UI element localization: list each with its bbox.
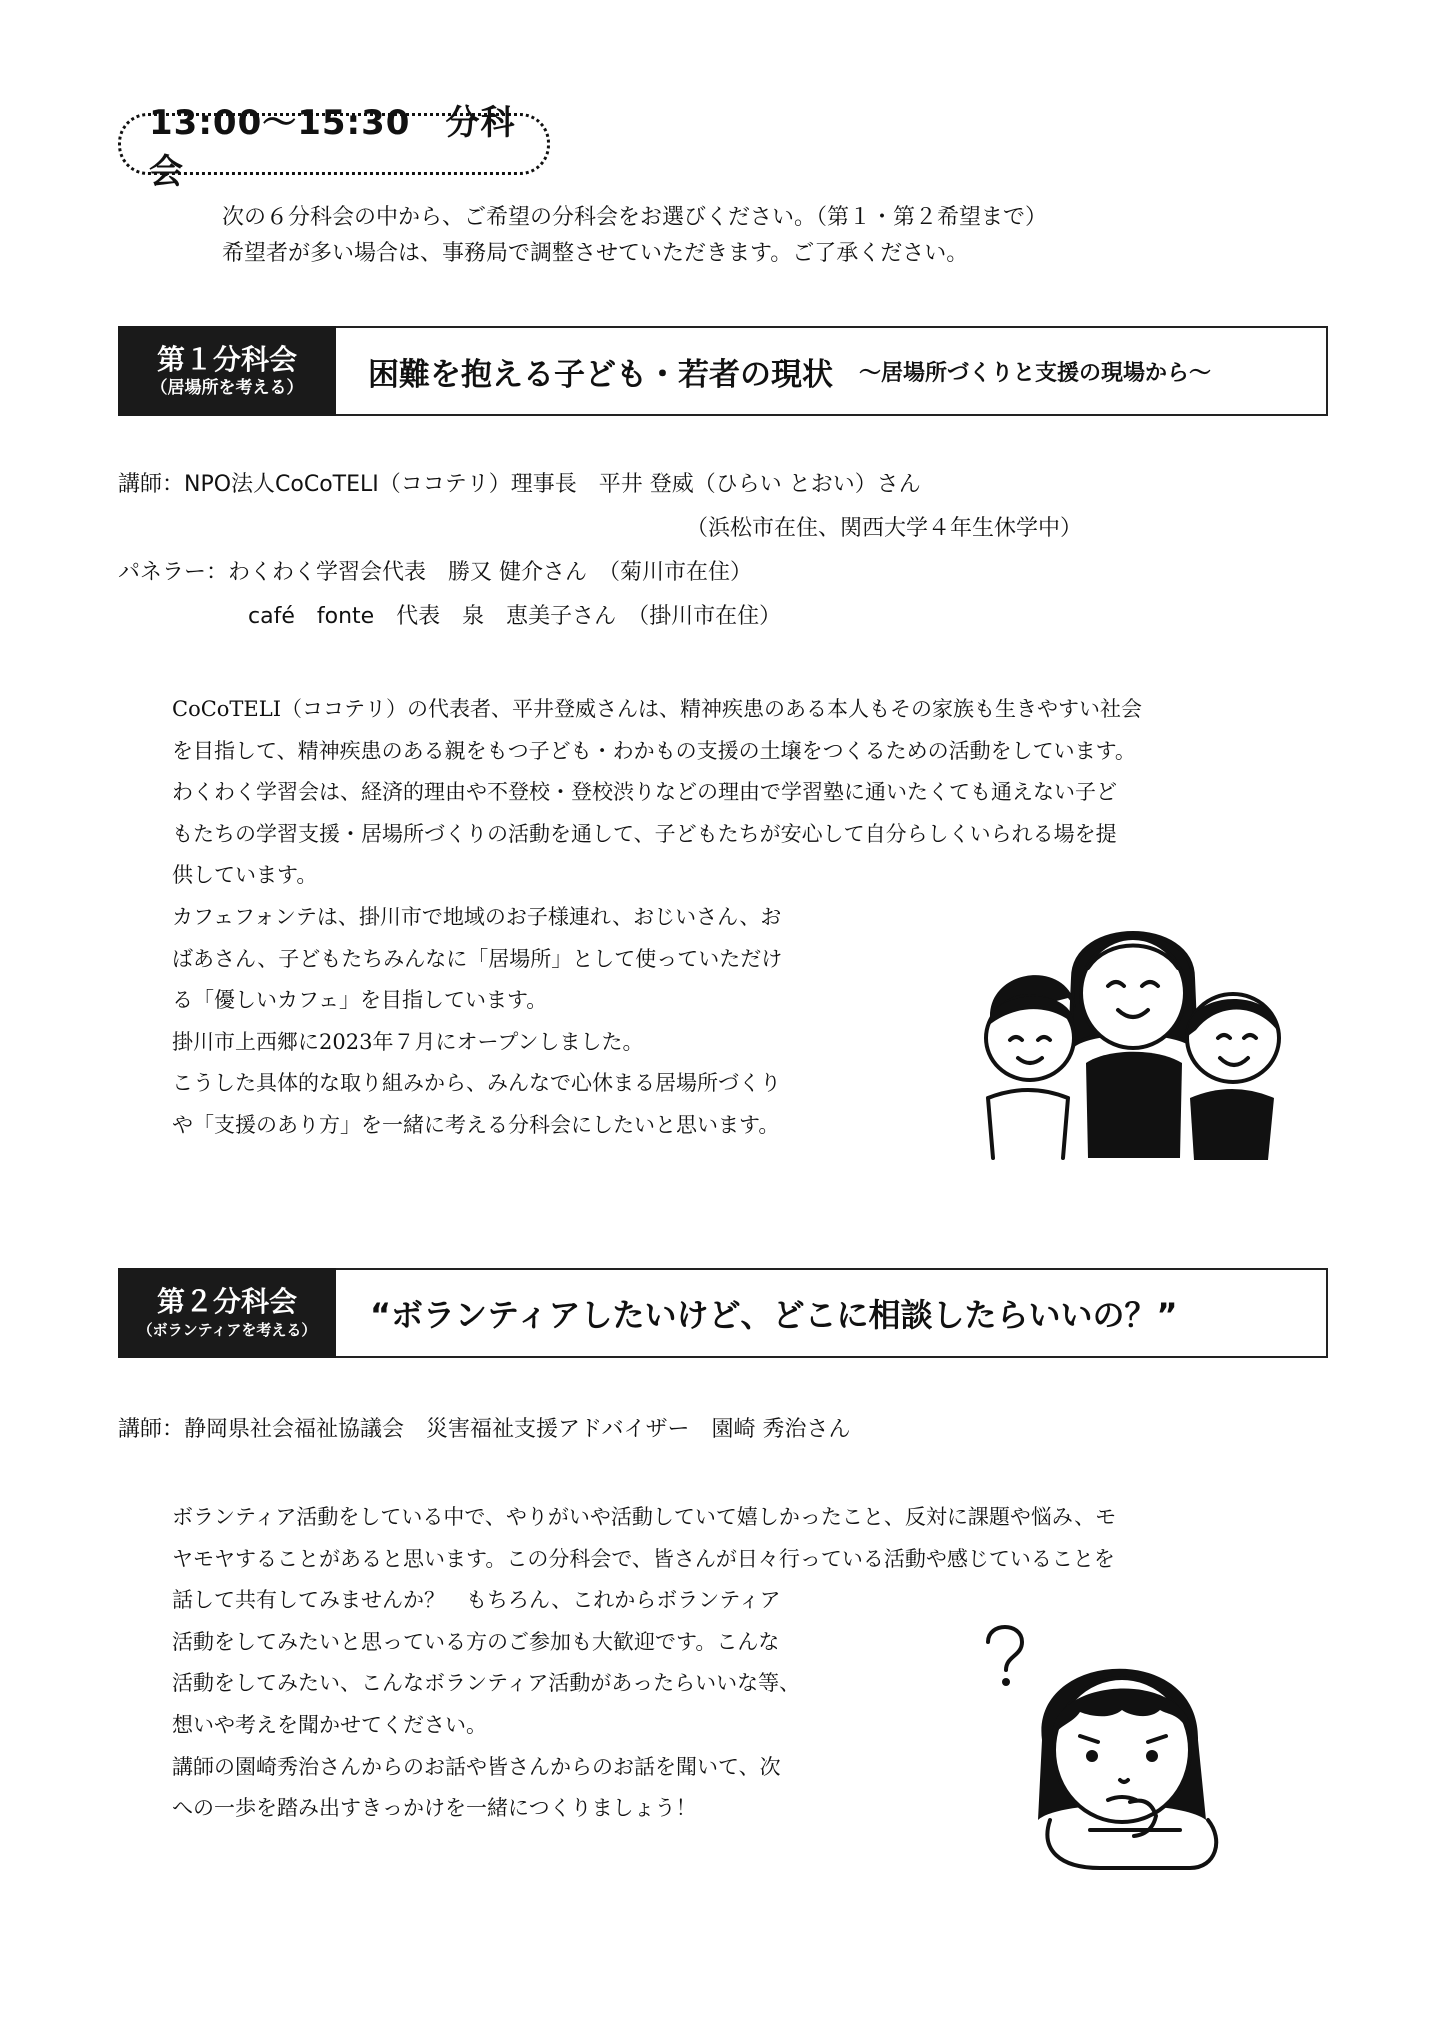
session1-title-area xyxy=(368,328,1211,414)
session1-label-box xyxy=(118,326,336,416)
body-line: ヤモヤすることがあると思います。この分科会で、皆さんが日々行っている活動や感じていることを xyxy=(172,1546,1115,1571)
session2-body xyxy=(172,1497,1116,1830)
intro-line: 希望者が多い場合は、事務局で調整させていただきます。ご了承ください。 xyxy=(222,241,969,266)
session2-label: 第２分科会 xyxy=(156,1285,297,1318)
lecturer-note: （浜松市在住、関西大学４年生休学中） xyxy=(686,516,1083,541)
session1-speakers xyxy=(118,463,1082,639)
body-line: こうした具体的な取り組みから、みんなで心休まる居場所づくり xyxy=(172,1071,781,1096)
time-header xyxy=(118,103,550,192)
body-line: への一歩を踏み出すきっかけを一緒につくりましょう！ xyxy=(172,1796,697,1821)
time-title: 13:00〜15:30 分科会 xyxy=(149,103,516,192)
body-line: や「支援のあり方」を一緒に考える分科会にしたいと思います。 xyxy=(172,1112,780,1137)
lecturer-line: 講師：静岡県社会福祉協議会 災害福祉支援アドバイザー 園崎 秀治さん xyxy=(118,1417,851,1442)
session2-title: “ボランティアしたいけど、どこに相談したらいいの？” xyxy=(370,1296,1178,1334)
body-line: CoCoTELI（ココテリ）の代表者、平井登威さんは、精神疾患のある本人もその家族も生きやすい社会 xyxy=(172,697,1142,721)
body-line: 掛川市上西郷に2023年７月にオープンしました。 xyxy=(172,1029,644,1054)
session1-header xyxy=(118,326,1328,416)
family-illustration xyxy=(968,898,1298,1168)
panelist-line: パネラー：わくわく学習会代表 勝又 健介さん （菊川市在住） xyxy=(118,560,752,585)
session1-label: 第１分科会 xyxy=(156,343,297,376)
session2-label-box xyxy=(118,1268,336,1358)
session1-label-sub: （居場所を考える） xyxy=(150,378,304,398)
body-line: る「優しいカフェ」を目指しています。 xyxy=(172,988,548,1013)
body-line: 活動をしてみたい、こんなボランティア活動があったらいいな等、 xyxy=(172,1671,801,1696)
body-line: 話して共有してみませんか？ もちろん、これからボランティア xyxy=(172,1588,781,1613)
body-line: 講師の園崎秀治さんからのお話や皆さんからのお話を聞いて、次 xyxy=(172,1754,781,1779)
session2-label-sub: （ボランティアを考える） xyxy=(137,1321,317,1339)
body-line: もたちの学習支援・居場所づくりの活動を通して、子どもたちが安心して自分らしくいられる場を提 xyxy=(172,821,1117,846)
thinking-girl-illustration xyxy=(980,1620,1250,1870)
session2-header xyxy=(118,1268,1328,1358)
body-line: 想いや考えを聞かせてください。 xyxy=(172,1712,487,1737)
body-line: わくわく学習会は、経済的理由や不登校・登校渋りなどの理由で学習塾に通いたくても通えない子ど xyxy=(172,780,1117,805)
body-line: ばあさん、子どもたちみんなに「居場所」として使っていただけ xyxy=(172,946,783,971)
session2-speaker xyxy=(118,1408,851,1452)
body-line: を目指して、精神疾患のある親をもつ子ども・わかもの支援の土壌をつくるための活動をしています。 xyxy=(172,738,1136,763)
intro-line: 次の６分科会の中から、ご希望の分科会をお選びください。（第１・第２希望まで） xyxy=(222,205,1048,230)
session2-title-area xyxy=(370,1270,1178,1356)
lecturer-line: 講師：NPO法人CoCoTELI（ココテリ）理事長 平井 登威（ひらい とおい）さん xyxy=(118,472,921,497)
panelist-line: café fonte 代表 泉 恵美子さん （掛川市在住） xyxy=(248,604,782,629)
body-line: カフェフォンテは、掛川市で地域のお子様連れ、おじいさん、お xyxy=(172,904,782,929)
session1-title: 困難を抱える子ども・若者の現状 xyxy=(368,356,833,393)
session1-subtitle: 〜居場所づくりと支援の現場から〜 xyxy=(859,360,1212,386)
intro-text xyxy=(222,200,1047,272)
body-line: ボランティア活動をしている中で、やりがいや活動していて嬉しかったこと、反対に課題や悩み、モ xyxy=(172,1505,1117,1529)
body-line: 供しています。 xyxy=(172,863,318,888)
body-line: 活動をしてみたいと思っている方のご参加も大歓迎です。こんな xyxy=(172,1629,780,1654)
